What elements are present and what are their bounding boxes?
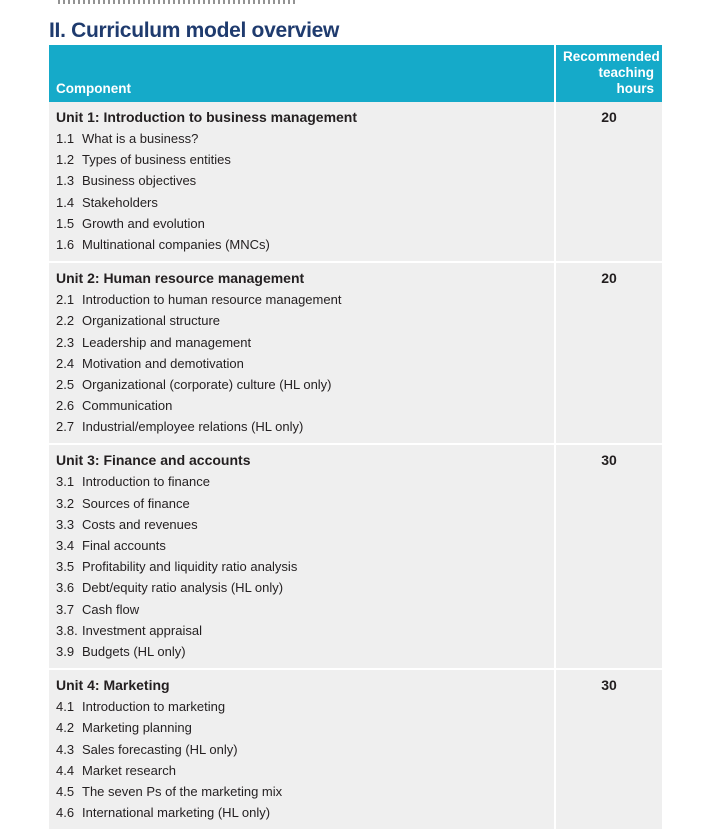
topic-list: [56, 696, 547, 823]
topic-label: The seven Ps of the marketing mix: [82, 783, 283, 799]
topic-number: 4.5: [56, 783, 75, 799]
topic-label: What is a business?: [82, 131, 199, 146]
topic-label: Debt/equity ratio analysis (HL only): [82, 580, 284, 596]
topic-item: [56, 128, 547, 149]
topic-item: [56, 577, 547, 598]
unit-row-group: [49, 669, 662, 829]
component-cell: [49, 262, 555, 444]
topic-item: [56, 416, 547, 437]
topic-list: [56, 289, 547, 437]
topic-item: [56, 149, 547, 170]
topic-number: 3.7: [56, 601, 75, 617]
topic-number: 4.4: [56, 762, 75, 778]
topic-number: 2.7: [56, 419, 75, 435]
topic-item: [56, 781, 547, 802]
topic-number: 3.9: [56, 643, 75, 659]
topic-item: [56, 310, 547, 331]
topic-label: Business objectives: [82, 173, 197, 189]
unit-title: Unit 2: Human resource management: [56, 270, 305, 287]
topic-number: 1.5: [56, 215, 75, 231]
teaching-hours-value: 20: [555, 262, 662, 444]
topic-label: Investment appraisal: [82, 622, 202, 638]
topic-number: 2.3: [56, 334, 75, 350]
unit-title: Unit 1: Introduction to business management: [56, 109, 358, 125]
topic-number: 3.8.: [56, 622, 78, 638]
topic-number: 2.2: [56, 313, 75, 329]
topic-item: [56, 620, 547, 641]
topic-item: [56, 514, 547, 535]
topic-label: Stakeholders: [82, 194, 158, 210]
topic-number: 3.6: [56, 580, 75, 596]
topic-number: 4.3: [56, 741, 75, 757]
topic-label: Motivation and demotivation: [82, 355, 244, 371]
curriculum-table: [49, 45, 662, 829]
topic-label: Multinational companies (MNCs): [82, 236, 270, 252]
topic-label: Types of business entities: [82, 152, 231, 168]
teaching-hours-value: 20: [555, 102, 662, 262]
topic-item: [56, 493, 547, 514]
topic-list: [56, 471, 547, 662]
teaching-hours-value: 30: [555, 669, 662, 829]
topic-number: 2.5: [56, 376, 75, 392]
topic-item: [56, 696, 547, 717]
topic-number: 3.2: [56, 495, 75, 511]
topic-number: 3.3: [56, 516, 75, 532]
topic-number: 1.1: [56, 131, 75, 146]
topic-item: [56, 234, 547, 255]
component-cell: [49, 444, 555, 669]
topic-label: Organizational (corporate) culture (HL only): [82, 376, 332, 392]
topic-item: [56, 289, 547, 310]
topic-label: International marketing (HL only): [82, 805, 271, 821]
topic-label: Budgets (HL only): [82, 643, 186, 659]
unit-row-group: [49, 102, 662, 262]
topic-number: 2.4: [56, 355, 75, 371]
topic-item: [56, 353, 547, 374]
topic-item: [56, 395, 547, 416]
topic-label: Leadership and management: [82, 334, 252, 350]
hours-header-line-2: teaching hours: [598, 65, 654, 96]
unit-row: [49, 102, 662, 262]
topic-label: Sources of finance: [82, 495, 190, 511]
component-cell: [49, 102, 555, 262]
unit-row-group: [49, 262, 662, 444]
topic-item: [56, 739, 547, 760]
topic-number: 1.6: [56, 236, 75, 252]
hours-header-line-1: Recommended: [563, 49, 660, 64]
section-title: II. Curriculum model overview: [49, 19, 340, 42]
topic-item: [56, 213, 547, 234]
unit-row: [49, 262, 662, 444]
topic-label: Introduction to human resource management: [82, 292, 342, 308]
topic-label: Final accounts: [82, 538, 166, 553]
unit-row: [49, 669, 662, 829]
hours-column-header: [555, 45, 662, 102]
unit-title: Unit 4: Marketing: [56, 677, 170, 694]
topic-number: 4.1: [56, 699, 75, 715]
topic-number: 4.2: [56, 720, 75, 736]
teaching-hours-value: 30: [555, 444, 662, 669]
topic-item: [56, 374, 547, 395]
topic-item: [56, 641, 547, 662]
unit-row: [49, 444, 662, 669]
topic-label: Marketing planning: [82, 720, 192, 736]
topic-label: Growth and evolution: [82, 215, 205, 231]
topic-label: Market research: [82, 762, 176, 778]
unit-title: Unit 3: Finance and accounts: [56, 452, 251, 469]
topic-list: [56, 128, 547, 255]
topic-item: [56, 535, 547, 556]
component-column-header: Component: [49, 45, 555, 102]
topic-label: Cash flow: [82, 601, 140, 617]
component-cell: [49, 669, 555, 829]
topic-number: 2.6: [56, 398, 75, 414]
topic-label: Introduction to finance: [82, 474, 210, 490]
topic-label: Costs and revenues: [82, 516, 198, 532]
topic-item: [56, 717, 547, 738]
topic-number: 2.1: [56, 292, 75, 308]
cropped-text-fragment: [58, 0, 298, 4]
topic-label: Profitability and liquidity ratio analysis: [82, 559, 298, 575]
topic-item: [56, 332, 547, 353]
topic-item: [56, 192, 547, 213]
topic-number: 3.4: [56, 538, 75, 553]
topic-number: 4.6: [56, 805, 75, 821]
topic-number: 1.4: [56, 194, 75, 210]
topic-number: 3.5: [56, 559, 75, 575]
topic-item: [56, 471, 547, 492]
topic-item: [56, 760, 547, 781]
topic-item: [56, 170, 547, 191]
topic-label: Communication: [82, 398, 173, 414]
topic-label: Sales forecasting (HL only): [82, 741, 238, 757]
topic-number: 1.3: [56, 173, 75, 189]
topic-number: 1.2: [56, 152, 75, 168]
topic-label: Introduction to marketing: [82, 699, 226, 715]
topic-item: [56, 556, 547, 577]
topic-label: Industrial/employee relations (HL only): [82, 419, 304, 435]
unit-row-group: [49, 444, 662, 669]
topic-label: Organizational structure: [82, 313, 221, 329]
topic-item: [56, 599, 547, 620]
topic-item: [56, 802, 547, 823]
table-header: [49, 45, 662, 102]
topic-number: 3.1: [56, 474, 75, 490]
